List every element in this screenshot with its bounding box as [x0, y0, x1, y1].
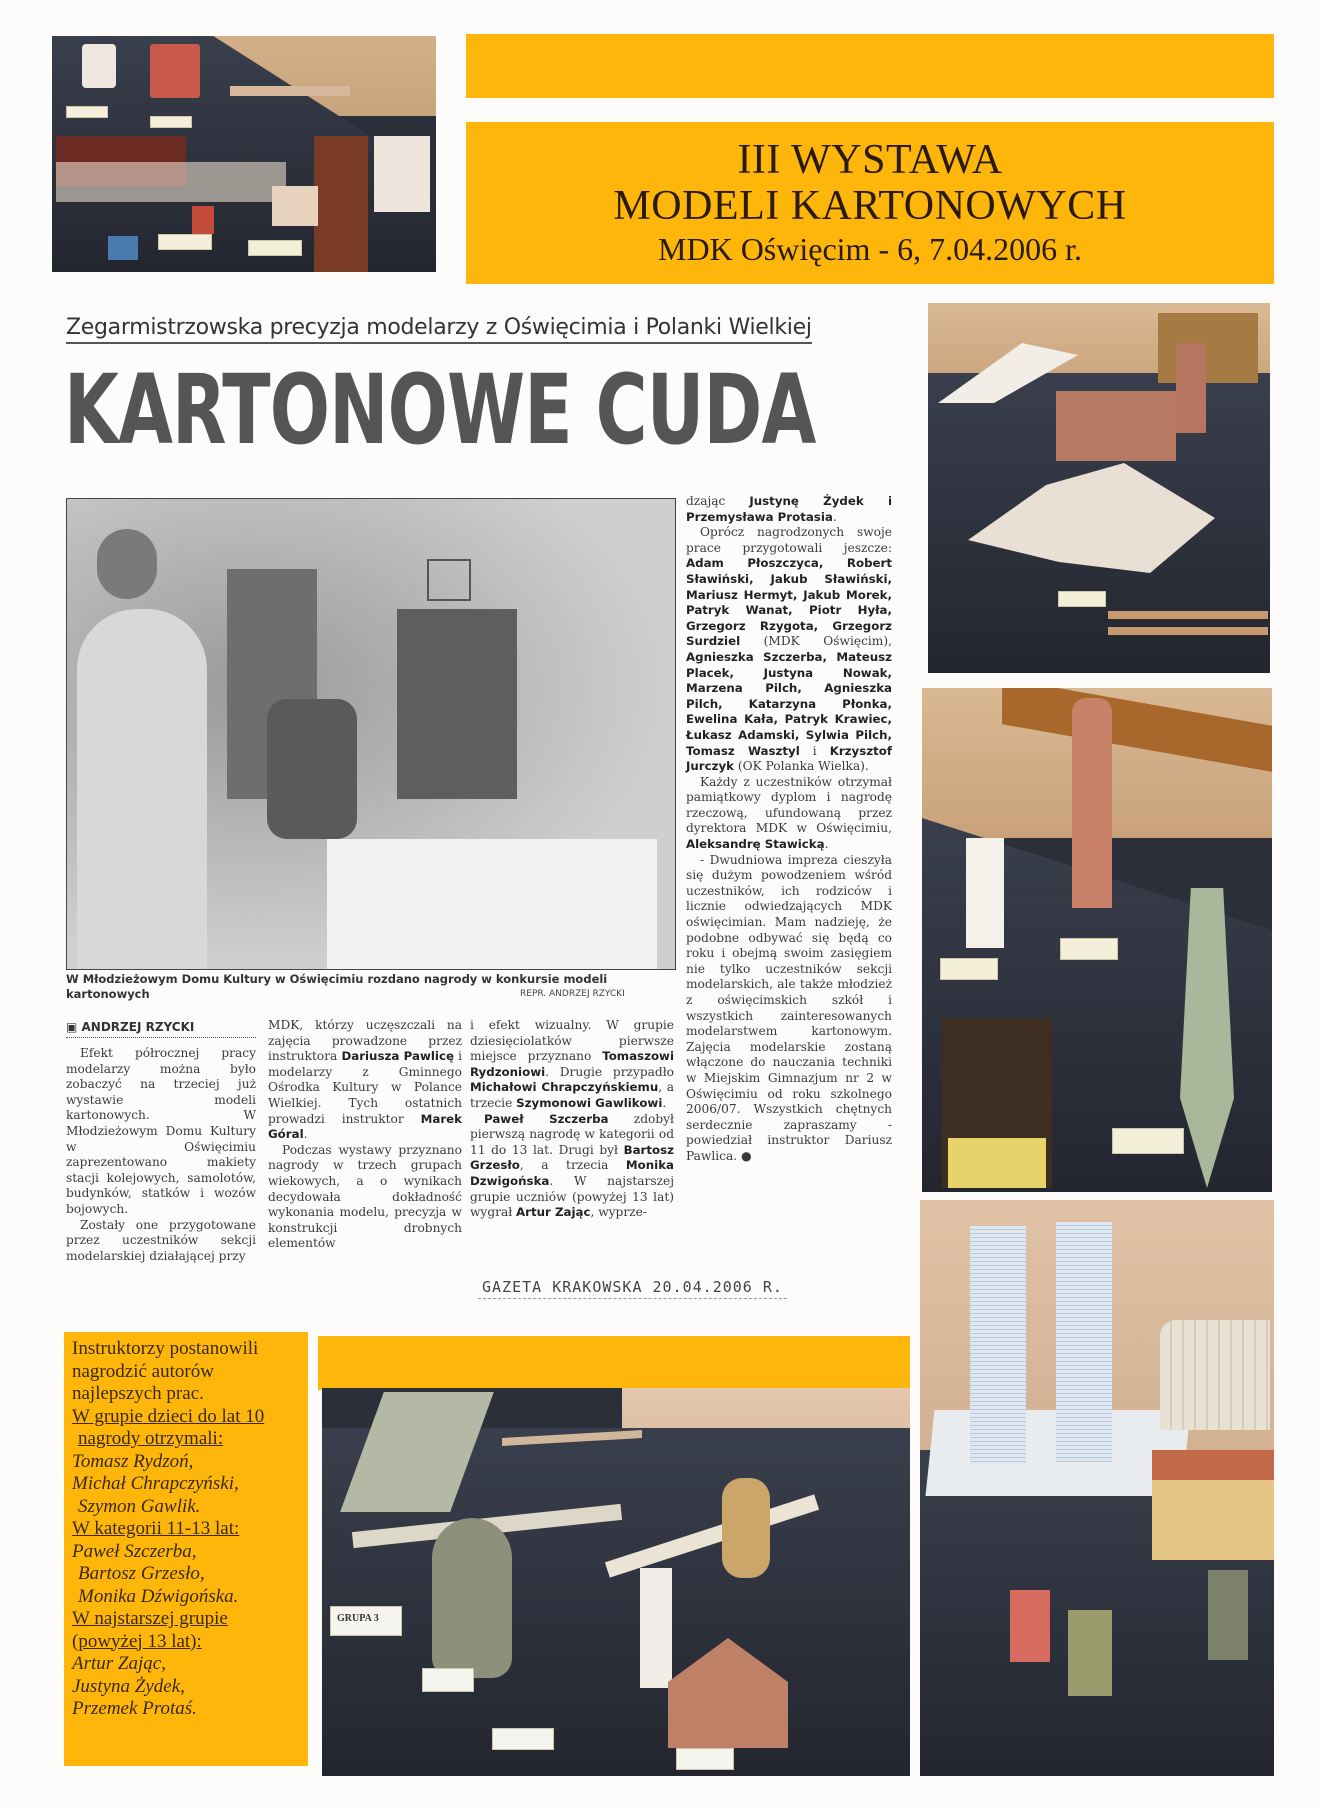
name-highlight: Artur Zając — [516, 1205, 591, 1220]
text: , wyprze- — [590, 1205, 647, 1220]
models-on-table — [327, 839, 657, 969]
article-kicker: Zegarmistrzowska precyzja modelarzy z Oświęcimia i Polanki Wielkiej — [66, 315, 812, 344]
text: (MDK Oświęcim), — [740, 634, 892, 649]
attack-helicopter-model — [432, 1518, 512, 1678]
text: dzając — [686, 494, 750, 508]
name-highlight: Marek Góral — [268, 1111, 462, 1142]
text: i — [799, 743, 830, 758]
text: MDK, którzy uczęszczali na zajęcia prowadzone przez instruktora — [268, 1018, 462, 1064]
text: i efekt wizualny. W grupie dziesięciolatków pierwsze miejsce przyznano — [470, 1018, 674, 1064]
winners-group-heading: W kategorii 11-13 lat: — [72, 1518, 240, 1539]
exhibition-venue-date: MDK Oświęcim - 6, 7.04.2006 r. — [658, 231, 1082, 267]
winner-name: Przemek Protaś. — [72, 1698, 197, 1719]
lighthouse-model — [1072, 698, 1112, 908]
locomotive-model — [1208, 1570, 1248, 1660]
station-base — [56, 162, 286, 202]
winner-name: Tomasz Rydzoń, — [72, 1450, 194, 1472]
castle-roof — [1152, 1450, 1274, 1480]
name-highlight: Dariusza Pawlicę — [341, 1049, 454, 1064]
decorative-banner — [466, 34, 1274, 98]
winners-group-heading: (powyżej 13 lat): — [72, 1630, 202, 1652]
group-card-label: GRUPA 3 — [337, 1613, 379, 1624]
paragraph — [686, 853, 892, 1165]
text: (OK Polanka Wielka). — [734, 759, 869, 774]
exhibit-label-card — [676, 1748, 734, 1770]
person-figure — [97, 529, 157, 599]
group-card — [330, 1606, 402, 1636]
name-list: Agnieszka Szczerba, Mateusz Placek, Justyna Nowak, Marzena Pilch, Agnieszka Pilch, Katarzyna Płonka, Ewelina Kała, Patryk Krawiec, Łukasz Adamski, Sylwia Pilch, Tomasz Wasztyl — [686, 649, 892, 758]
castle-model — [1056, 391, 1176, 461]
paragraph — [686, 525, 892, 775]
name-highlight: Monika Dzwigońska — [470, 1158, 674, 1188]
paragraph: Podczas wystawy przyznano nagrody w trzech grupach wiekowych, a o wynikach decydowała dokładność wykonania modelu, precyzja w konstrukcji drobnych elementów — [268, 1142, 462, 1251]
photo-exhibit-helicopters-church — [322, 1388, 910, 1776]
text: , a trzecie — [470, 1080, 675, 1110]
barn-front — [948, 1138, 1046, 1188]
paragraph — [268, 1018, 462, 1143]
paragraph — [686, 775, 892, 853]
fire-truck-model — [1010, 1590, 1050, 1662]
castle-tower-model — [1176, 343, 1206, 433]
article-column-1 — [66, 1046, 256, 1264]
winner-name: Justyna Żydek, — [72, 1675, 185, 1697]
winner-name: Michał Chrapczyński, — [72, 1473, 239, 1494]
paragraph — [686, 494, 892, 525]
winner-name: Artur Zając, — [72, 1653, 166, 1674]
text: . Drugie przypadło — [545, 1064, 674, 1079]
text: . — [824, 837, 829, 852]
fire-truck-model — [150, 44, 200, 98]
name-highlight: Michałowi Chrapczyńskiemu — [470, 1080, 659, 1095]
photo-caption: W Młodzieżowym Domu Kultury w Oświęcimiu rozdano nagrody w konkursie modeli kartonowych — [66, 972, 608, 1001]
bus-model — [108, 236, 138, 260]
picture-frame — [427, 559, 471, 601]
paragraph: Efekt półrocznej pracy modelarzy można było zobaczyć na trzeciej już wystawie modeli kartonowych. W Młodzieżowym Domu Kultury w Oświęcimiu zaprezentowano makiety stacji kolejowych, samolotów, budynków, statków i wozów bojowych. — [66, 1046, 256, 1216]
boy-figure — [267, 699, 357, 839]
brick-tower-model — [314, 136, 368, 272]
name-highlight: Krzysztof Jurczyk — [686, 743, 892, 774]
twin-tower-model-2 — [1056, 1222, 1112, 1462]
decorative-banner — [318, 1336, 910, 1390]
photo-exhibit-towers-castle — [920, 1200, 1274, 1776]
text: . — [662, 1095, 667, 1110]
winners-group-heading: W grupie dzieci do lat 10 — [72, 1405, 265, 1427]
exhibition-title-line1: III WYSTAWA — [737, 137, 1003, 183]
paragraph — [470, 1112, 674, 1221]
text: zdobył pierwszą nagrodę w kategorii od 11 do 13 lat. Drugi był — [470, 1111, 675, 1157]
text: , a trzecia — [519, 1158, 626, 1173]
article-column-2 — [268, 1018, 462, 1252]
exhibit-label-card — [940, 958, 998, 980]
church-tower-model — [640, 1568, 672, 1688]
name-highlight: Paweł Szczerba — [484, 1111, 609, 1126]
radiator — [1160, 1320, 1270, 1430]
gatehouse-model — [374, 136, 430, 212]
wood-panel — [1158, 313, 1258, 383]
byline-author: ANDRZEJ RZYCKI — [81, 1020, 195, 1034]
end-mark-icon: ● — [741, 1148, 752, 1163]
winner-name: Szymon Gawlik. — [78, 1495, 201, 1517]
twin-tower-model-1 — [970, 1226, 1026, 1464]
exhibit-label-card — [248, 240, 302, 256]
handwritten-source-note: GAZETA KRAKOWSKA 20.04.2006 R. — [478, 1278, 787, 1299]
paragraph: Zostały one przygotowane przez uczestników sekcji modelarskiej działającej przy — [66, 1217, 256, 1263]
exhibit-label-card — [158, 234, 212, 250]
biplane-model — [230, 86, 350, 96]
exhibit-label-card — [1058, 591, 1106, 607]
article-byline — [66, 1020, 256, 1038]
car-model — [272, 186, 318, 226]
ambulance-model — [82, 44, 116, 88]
photo-exhibit-vehicles-buildings — [52, 36, 436, 272]
army-truck-model — [1068, 1610, 1112, 1696]
exhibit-label-card — [66, 106, 108, 118]
winners-group-heading: W najstarszej grupie — [72, 1608, 228, 1629]
small-truck-model — [192, 206, 214, 234]
tower-model — [966, 838, 1004, 948]
winners-box — [64, 1332, 308, 1766]
exhibition-title-banner — [466, 122, 1274, 284]
text: . — [832, 509, 837, 524]
text: Każdy z uczestników otrzymał pamiątkowy dyplom i nagrodę rzeczową, ufundowaną przez dyrektora MDK w Oświęcimiu, — [686, 774, 892, 836]
name-highlight: Bartosz Grzesło — [470, 1142, 674, 1173]
name-highlight: Tomaszowi Rydzoniowi — [470, 1049, 674, 1079]
text: . W najstarszej grupie uczniów (powyżej 13 lat) wygrał — [470, 1173, 674, 1220]
text: . — [303, 1127, 308, 1142]
boy-figure — [77, 609, 207, 969]
exhibit-label-card — [1112, 1128, 1184, 1154]
text: i modelarzy z Gminnego Ośrodka Kultury w Polance Wielkiej. Tych ostatnich prowadzi instruktor — [268, 1049, 462, 1126]
paragraph — [470, 1018, 674, 1112]
name-highlight: Szymonowi Gawlikowi — [516, 1095, 663, 1110]
person-figure — [397, 609, 517, 799]
winner-name: Bartosz Grzesło, — [78, 1563, 205, 1584]
article-headline: KARTONOWE CUDA — [64, 354, 816, 466]
exhibition-title-line2: MODELI KARTONOWYCH — [613, 183, 1127, 229]
transport-helicopter-model — [722, 1478, 770, 1578]
winners-intro: najlepszych prac. — [72, 1383, 204, 1404]
article-column-3 — [470, 1018, 674, 1221]
name-highlight: Aleksandrę Stawicką — [686, 837, 825, 852]
news-photo-visitors — [66, 498, 676, 970]
byline-marker-icon: ▣ — [66, 1020, 82, 1034]
winners-group-heading: nagrody otrzymali: — [78, 1428, 224, 1449]
article-column-4 — [686, 494, 892, 1165]
exhibit-label-card — [492, 1728, 554, 1750]
exhibit-label-card — [422, 1668, 474, 1692]
winners-intro: Instruktorzy postanowili — [72, 1338, 259, 1359]
exhibit-label-card — [150, 116, 192, 128]
winners-intro: nagrodzić autorów — [72, 1360, 214, 1382]
exhibit-label-card — [1060, 938, 1118, 960]
name-highlight: Justynę Żydek i Przemysława Protasia — [686, 494, 892, 524]
winner-name: Paweł Szczerba, — [72, 1540, 197, 1562]
photo-credit: REPR. ANDRZEJ RZYCKI — [520, 989, 625, 999]
winner-name: Monika Dźwigońska. — [78, 1585, 239, 1607]
text: Oprócz nagrodzonych swoje prace przygotowali jeszcze: — [686, 525, 892, 555]
name-list: Adam Płoszczyca, Robert Sławiński, Jakub Sławiński, Mariusz Hermyt, Jakub Morek, Patryk Wanat, Piotr Hyła, Grzegorz Rzygota, Grzegorz Surdziel — [686, 556, 892, 649]
text: - Dwudniowa impreza cieszyła się dużym powodzeniem wśród uczestników, ich rodziców i licznie odwiedzających MDK oświęcimian. Mam nadzieję, że podobne odbywać się będą co roku i obejmą swoim zasięgiem nie tylko uczestników sekcji modelarskich, ale także młodzież z oświęcimskich szkół i wszystkich zainteresowanych modelarstwem kartonowym. Zajęcia modelarskie zostaną włączone do nauczania techniki w Miejskim Gimnazjum nr 2 w Oświęcimiu od roku szkolnego 2006/07. Wszystkich chętnych serdecznie zapraszamy - powiedział instruktor Dariusz Pawlica. — [686, 852, 892, 1163]
photo-exhibit-aircraft-castle — [928, 303, 1270, 673]
photo-exhibit-lighthouse-ship — [922, 688, 1272, 1192]
